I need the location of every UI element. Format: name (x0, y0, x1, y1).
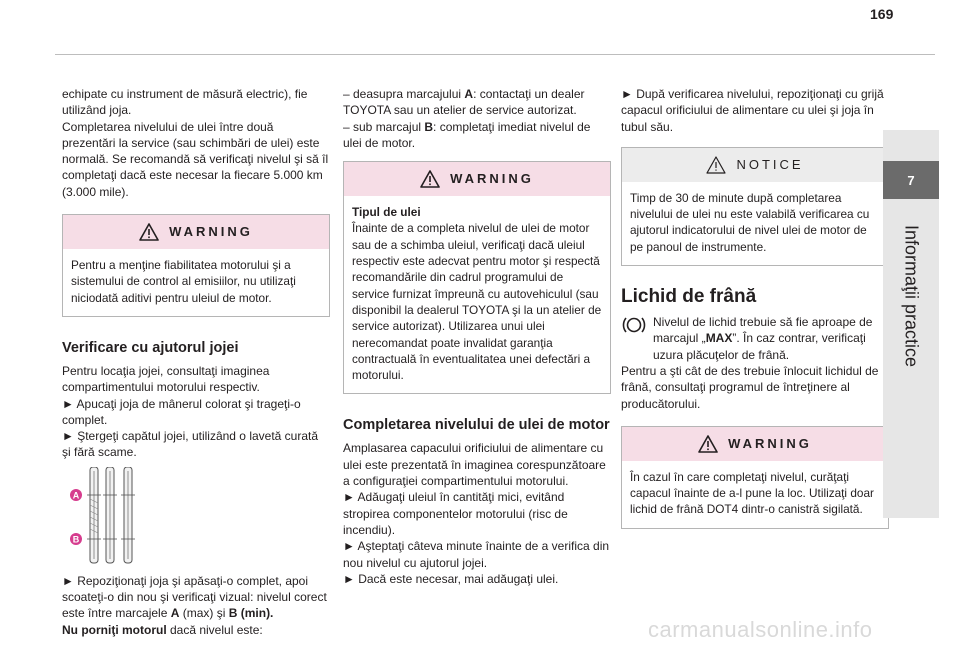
level-text: Completarea nivelului de ulei între două prezentări la service (sau schimbări de ulei) este normală. Se recomandă să verificaţi nivelul şi să îl completaţi dacă este necesar la fiecare 5.000 km (3.000 mile). (62, 119, 329, 199)
check-text-1: ► Repoziţionaţi joja şi apăsaţi-o complet, apoi scoateţi-o din nou şi verificaţi vizual: nivelul corect este între marcajele (62, 573, 327, 621)
section-title-brake-fluid: Lichid de frână (621, 286, 757, 308)
topup-p3: ► Aşteptaţi câteva minute înainte de a verifica din nou nivelul cu ajutorul jojei. (343, 539, 610, 570)
warning-box-oil-type (343, 161, 611, 394)
level-below-b (343, 119, 611, 152)
dipstick-step-2: ► Ştergeţi capătul jojei, utilizând o lavetă curată şi fără scame. (62, 429, 319, 460)
column-2 (343, 86, 611, 587)
check-marker-b: B (min). (228, 606, 274, 621)
section-title-dipstick: Verificare cu ajutorul jojei (62, 339, 239, 356)
warning-text: Pentru a menţine fiabilitatea motorului şi a sistemului de control al emisiilor, nu utilizaţi niciodată aditivi pentru uleiul de motor. (71, 258, 296, 305)
column-1 (62, 86, 330, 638)
warning-triangle-icon (698, 435, 718, 453)
marker-a-label: A (72, 490, 80, 501)
brake-replace-text: Pentru a şti cât de des trebuie înlocuit lichidul de frână, consultaţi programul de întreţinere al producătorului. (621, 363, 879, 411)
above-a-pre: – deasupra marcajului (343, 87, 465, 101)
warning-text: În cazul în care completaţi nivelul, curăţaţi capacul înainte de a-l pune la loc. Utilizaţi doar lichid de frână DOT4 dintr-o canistră sigilată. (630, 469, 874, 517)
notice-header (622, 148, 888, 182)
intro-text: echipate cu instrument de măsură electric), fie utilizând joja. (62, 87, 308, 118)
brake-fluid-row (621, 314, 889, 363)
above-a-marker: A (464, 87, 474, 101)
warning-title: WARNING (169, 223, 253, 239)
warning-heading: Tipul de ulei (352, 205, 421, 220)
level-above-a (343, 86, 611, 119)
check-text-3: dacă nivelul este: (166, 622, 263, 637)
topup-p1: Amplasarea capacului orificiului de alimentare cu ulei este prezentată în imaginea corespunzătoare a configuraţiei compartimentului motorului. (343, 441, 606, 489)
dipstick-illustration (68, 467, 168, 565)
marker-b-label: B (72, 534, 80, 545)
section-title-topup: Completarea nivelului de ulei de motor (343, 417, 610, 434)
warning-triangle-icon (139, 223, 159, 241)
dipstick-diagram (68, 467, 168, 565)
below-b-marker: B (424, 119, 434, 134)
page-number: 169 (870, 6, 894, 22)
check-marker-a: A (170, 606, 180, 621)
above-a-post: : contactaţi un dealer TOYOTA sau un atelier de service autorizat. (343, 87, 585, 118)
warning-box-brake (621, 426, 889, 529)
check-text-2: (max) şi (179, 606, 229, 621)
brake-level-text (653, 314, 889, 363)
warning-header (622, 427, 888, 461)
brake-post: ”. În caz contrar, verificaţi uzura plăcuţelor de frână. (653, 331, 866, 362)
warning-triangle-icon (420, 170, 440, 188)
below-b-post: : completaţi imediat nivelul de ulei de motor. (343, 119, 591, 150)
warning-body (344, 196, 610, 393)
below-b-pre: – sub marcajul (343, 119, 425, 134)
brake-max: MAX (705, 331, 733, 346)
notice-box (621, 147, 889, 266)
warning-header (344, 162, 610, 196)
notice-title: NOTICE (736, 156, 804, 172)
check-do-not-start: Nu porniţi motorul (62, 622, 167, 637)
column-3 (621, 86, 889, 543)
after-check-text: ► După verificarea nivelului, repoziţionaţi cu grijă capacul orificiului de alimentare cu ulei şi joja în tubul său. (621, 87, 884, 134)
warning-text: Înainte de a completa nivelul de ulei de motor sau de a schimba uleiul, verificaţi dacă uleiul respectiv este adecvat pentru motor şi respectă recomandările din cadrul programului de service furnizat împreună cu autovehiculul (sau disponibil la dealerul TOYOTA şi la un atelier de service autorizat). Utilizarea unui ulei nerecomandat poate invalidat garanţia contractuală în eventualitatea unei defectări a motorului. (352, 221, 602, 383)
warning-title: WARNING (728, 435, 812, 451)
notice-text: Timp de 30 de minute după completarea nivelului de ulei nu este valabilă verificarea cu ajutorul indicatorului de nivel ulei de motor de pe panoul de instrumente. (630, 190, 870, 254)
warning-header (63, 215, 329, 249)
topup-p2: ► Adăugaţi uleiul în cantităţi mici, evitând stropirea componentelor motorului (risc de incendiu). (343, 490, 568, 537)
warning-title: WARNING (450, 171, 534, 187)
chapter-title: Informaţii practice (901, 224, 922, 368)
brake-pre: Nivelul de lichid trebuie să fie aproape de marcajul „ (653, 315, 873, 346)
watermark: carmanualsonline.info (648, 617, 873, 642)
notice-triangle-icon (706, 156, 726, 174)
dipstick-step-1: ► Apucaţi joja de mânerul colorat şi trageţi-o complet. (62, 396, 301, 427)
warning-box-additives (62, 214, 330, 317)
topup-p4: ► Dacă este necesar, mai adăugaţi ulei. (343, 571, 559, 586)
dipstick-intro: Pentru locaţia jojei, consultaţi imaginea compartimentului motorului respectiv. (62, 363, 270, 395)
chapter-number-tab[interactable]: 7 (883, 161, 939, 199)
dipstick-check-text (62, 573, 330, 638)
top-rule (55, 54, 935, 55)
brake-fluid-icon (621, 314, 647, 336)
